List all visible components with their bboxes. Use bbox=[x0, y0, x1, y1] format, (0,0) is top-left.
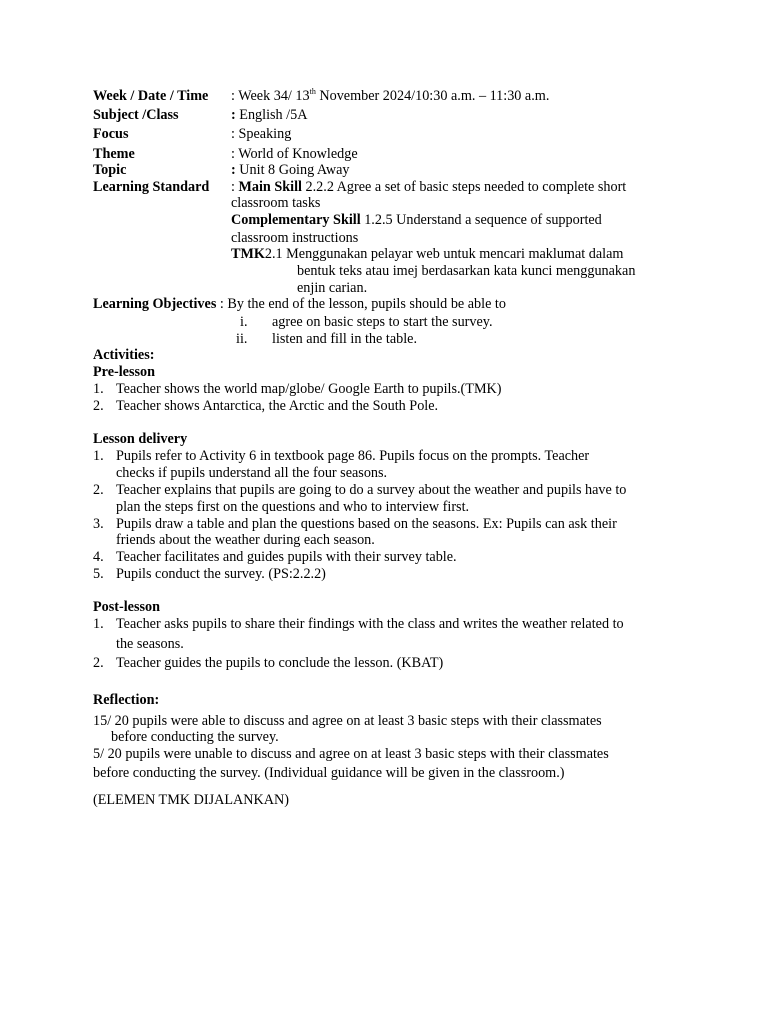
topic-value: : Unit 8 Going Away bbox=[231, 162, 350, 178]
theme-label: Theme bbox=[93, 146, 135, 162]
reflection-heading: Reflection: bbox=[93, 692, 160, 708]
list-item-cont: the seasons. bbox=[116, 636, 184, 652]
list-item-cont: friends about the weather during each season. bbox=[116, 532, 375, 548]
topic-label: Topic bbox=[93, 162, 127, 178]
objective-text: listen and fill in the table. bbox=[272, 331, 417, 347]
lesson-delivery-heading: Lesson delivery bbox=[93, 431, 188, 447]
learning-objectives: Learning Objectives : By the end of the lesson, pupils should be able to bbox=[93, 296, 506, 312]
list-item: 2. Teacher guides the pupils to conclude the lesson. (KBAT) bbox=[93, 655, 444, 671]
focus-value: : Speaking bbox=[231, 126, 292, 142]
list-item: 1. Teacher asks pupils to share their findings with the class and writes the weather related to bbox=[93, 616, 624, 632]
focus-label: Focus bbox=[93, 126, 129, 142]
list-item-cont: checks if pupils understand all the four seasons. bbox=[116, 465, 388, 481]
tmk-element-note: (ELEMEN TMK DIJALANKAN) bbox=[93, 792, 289, 808]
subject-label: Subject /Class bbox=[93, 107, 179, 123]
objective-num: ii. bbox=[236, 331, 248, 347]
list-item-cont: plan the steps first on the questions and who to interview first. bbox=[116, 499, 470, 515]
week-label: Week / Date / Time bbox=[93, 88, 209, 104]
pre-lesson-heading: Pre-lesson bbox=[93, 364, 155, 380]
complementary-skill-line1: Complementary Skill 1.2.5 Understand a sequence of supported bbox=[231, 212, 602, 228]
reflection-line: before conducting the survey. (Individual guidance will be given in the classroom.) bbox=[93, 765, 565, 781]
list-item: 1. Pupils refer to Activity 6 in textbook page 86. Pupils focus on the prompts. Teacher bbox=[93, 448, 590, 464]
theme-value: : World of Knowledge bbox=[231, 146, 358, 162]
tmk-line3: enjin carian. bbox=[297, 280, 368, 296]
week-value: : Week 34/ 13th November 2024/10:30 a.m. – 11:30 a.m. bbox=[231, 87, 550, 104]
list-item: 4. Teacher facilitates and guides pupils with their survey table. bbox=[93, 549, 457, 565]
list-item: 2. Teacher shows Antarctica, the Arctic and the South Pole. bbox=[93, 398, 439, 414]
main-skill-line2: classroom tasks bbox=[231, 195, 321, 211]
objective-num: i. bbox=[240, 314, 248, 330]
tmk-line2: bentuk teks atau imej berdasarkan kata kunci menggunakan bbox=[297, 263, 636, 279]
objective-text: agree on basic steps to start the survey. bbox=[272, 314, 493, 330]
list-item: 2. Teacher explains that pupils are going to do a survey about the weather and pupils have to bbox=[93, 482, 627, 498]
main-skill-line1: : Main Skill 2.2.2 Agree a set of basic steps needed to complete short bbox=[231, 179, 627, 195]
list-item: 3. Pupils draw a table and plan the questions based on the seasons. Ex: Pupils can ask their bbox=[93, 516, 617, 532]
post-lesson-heading: Post-lesson bbox=[93, 599, 160, 615]
activities-heading: Activities: bbox=[93, 347, 155, 363]
tmk-line1: TMK2.1 Menggunakan pelayar web untuk mencari maklumat dalam bbox=[231, 246, 624, 262]
subject-value: : English /5A bbox=[231, 107, 308, 123]
reflection-line: before conducting the survey. bbox=[111, 729, 279, 745]
list-item: 5. Pupils conduct the survey. (PS:2.2.2) bbox=[93, 566, 326, 582]
learning-standard-label: Learning Standard bbox=[93, 179, 210, 195]
reflection-line: 5/ 20 pupils were unable to discuss and agree on at least 3 basic steps with their classmates bbox=[93, 746, 609, 762]
reflection-line: 15/ 20 pupils were able to discuss and agree on at least 3 basic steps with their classmates bbox=[93, 713, 602, 729]
complementary-skill-line2: classroom instructions bbox=[231, 230, 359, 246]
list-item: 1. Teacher shows the world map/globe/ Google Earth to pupils.(TMK) bbox=[93, 381, 502, 397]
